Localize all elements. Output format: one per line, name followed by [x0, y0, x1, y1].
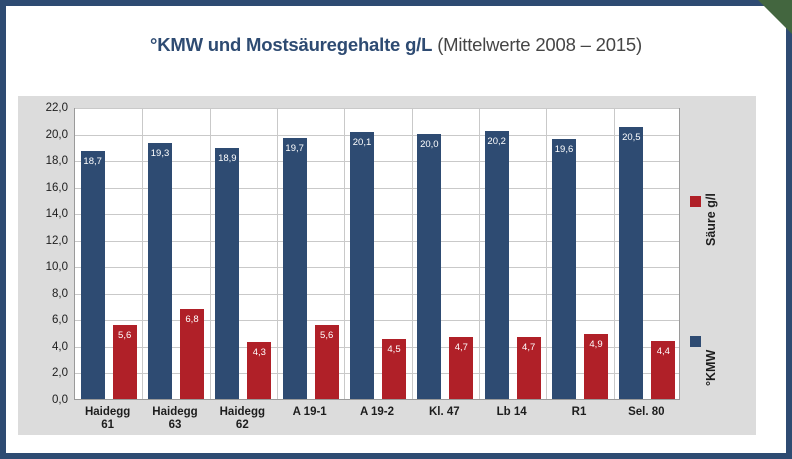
x-axis-category: [209, 406, 276, 432]
legend-swatch: [690, 336, 701, 347]
x-axis-tick-label: Haidegg: [219, 406, 265, 418]
x-axis-category: [478, 406, 545, 419]
bar-kmw: [417, 134, 441, 399]
x-axis-category: [545, 406, 612, 419]
x-axis-category: [74, 406, 141, 432]
bar-value-label: 4,7: [454, 341, 468, 353]
bar-value-label: 20,5: [622, 131, 641, 143]
chart-legend: [686, 108, 752, 400]
legend-label: Säure g/l: [704, 193, 718, 246]
border-left: [0, 0, 6, 459]
border-top: [0, 0, 792, 6]
bar-kmw: [148, 143, 172, 399]
y-axis-tick-label: 16,0: [45, 181, 68, 194]
page-title: [0, 34, 792, 56]
bar-value-label: 20,0: [420, 138, 439, 150]
y-axis-tick-label: 18,0: [45, 155, 68, 168]
category-separator: [412, 109, 413, 399]
bar-value-label: 4,4: [656, 345, 670, 357]
y-axis-tick-label: 0,0: [52, 394, 68, 406]
bar-value-label: 20,1: [352, 137, 372, 149]
y-axis-tick-label: 4,0: [52, 340, 68, 353]
y-axis-tick-label: 8,0: [52, 287, 68, 300]
page-title-main: °KMW und Mostsäuregehalte g/L: [150, 34, 433, 55]
bar-value-label: 4,3: [252, 346, 266, 358]
chart-inner: [18, 96, 756, 435]
bar-kmw: [215, 148, 239, 399]
x-axis-category: [276, 406, 343, 419]
bar-kmw: [552, 139, 576, 399]
y-axis-tick-label: 2,0: [52, 367, 68, 380]
y-axis-tick-label: 20,0: [45, 128, 68, 141]
bar-value-label: 19,6: [554, 143, 574, 155]
x-axis-tick-label: 62: [235, 419, 249, 431]
bar-kmw: [350, 132, 374, 399]
x-axis-tick-label: A 19-1: [292, 406, 327, 418]
category-separator: [344, 109, 345, 399]
legend-label: °KMW: [704, 349, 718, 386]
bar-value-label: 19,7: [285, 142, 304, 154]
x-axis-tick-label: Sel. 80: [628, 406, 665, 418]
corner-accent: [758, 0, 792, 34]
bar-value-label: 4,7: [522, 341, 536, 353]
x-axis-tick-label: Kl. 47: [428, 406, 460, 418]
x-axis-tick-label: Haidegg: [152, 406, 198, 418]
plot-area: [74, 108, 680, 400]
category-separator: [479, 109, 480, 399]
bar-kmw: [81, 151, 105, 399]
y-axis-tick-label: 14,0: [45, 208, 68, 221]
legend-swatch: [690, 196, 701, 207]
bar-kmw: [485, 131, 509, 399]
border-bottom: [0, 453, 792, 459]
bar-value-label: 4,5: [387, 344, 401, 356]
bar-value-label: 5,6: [320, 329, 334, 341]
bar-value-label: 6,8: [185, 313, 199, 325]
gridline: [75, 135, 679, 136]
bar-value-label: 5,6: [118, 329, 132, 341]
x-axis-tick-label: R1: [571, 406, 587, 418]
border-right: [786, 0, 792, 459]
x-axis-category: [141, 406, 208, 432]
x-axis-tick-label: 61: [101, 419, 115, 431]
chart-container: [18, 96, 756, 435]
x-axis-category: [613, 406, 680, 419]
bar-value-label: 18,9: [218, 153, 237, 165]
x-axis-tick-label: Lb 14: [496, 406, 527, 418]
x-axis-category: [343, 406, 410, 419]
bar-value-label: 19,3: [150, 147, 170, 159]
y-axis-tick-label: 10,0: [45, 261, 68, 274]
x-axis-tick-label: 63: [168, 419, 182, 431]
x-axis-tick-label: Haidegg: [84, 406, 131, 418]
bar-kmw: [283, 138, 307, 399]
y-axis-tick-label: 12,0: [45, 234, 68, 247]
y-axis-tick-label: 6,0: [52, 314, 68, 327]
bar-value-label: 20,2: [487, 135, 506, 147]
category-separator: [614, 109, 615, 399]
bar-value-label: 4,9: [589, 338, 603, 350]
x-axis-tick-label: A 19-2: [359, 406, 395, 418]
bar-kmw: [619, 127, 643, 399]
page-title-sub: (Mittelwerte 2008 – 2015): [437, 34, 642, 55]
y-axis-labels: [18, 102, 68, 406]
y-axis-tick-label: 22,0: [45, 102, 68, 114]
x-axis-category: [411, 406, 478, 419]
bar-value-label: 18,7: [83, 155, 102, 167]
gridline: [75, 108, 679, 109]
